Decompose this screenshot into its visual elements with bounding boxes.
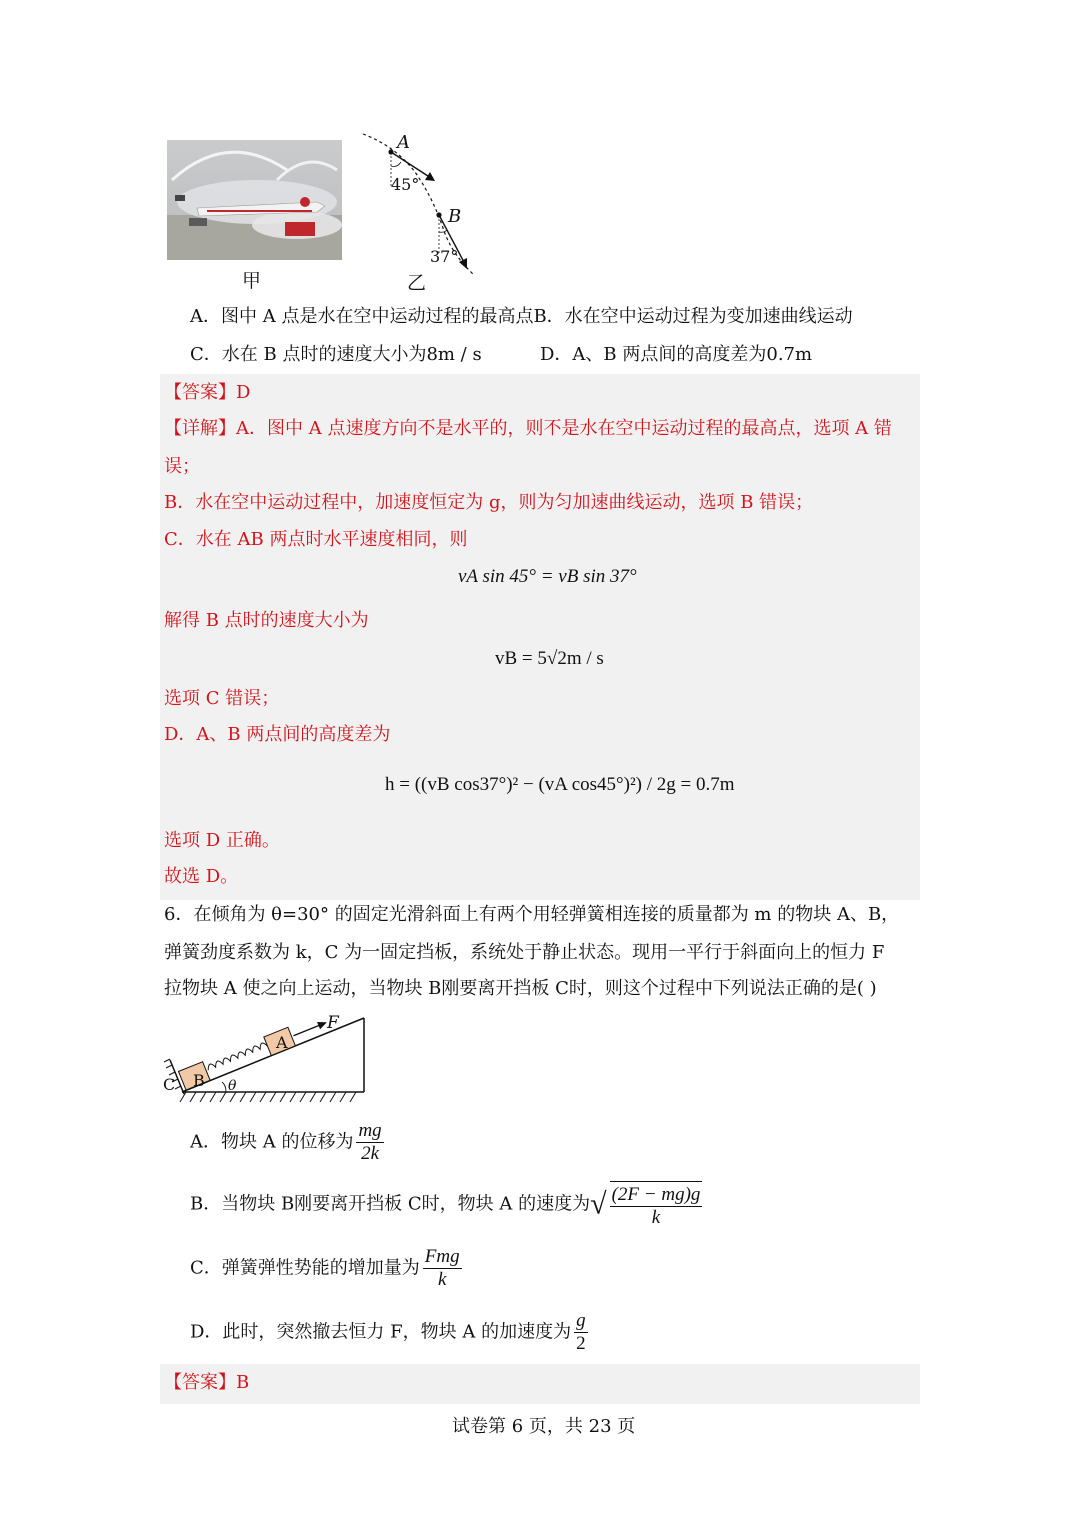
fraction-num: (2F − mg)g [611, 1183, 701, 1205]
q5-option-a-b: A．图中 A 点是水在空中运动过程的最高点B．水在空中运动过程为变加速曲线运动 [190, 306, 853, 327]
fraction-den: 2 [576, 1333, 586, 1354]
answer-label: 【答案】 [164, 382, 236, 403]
q6-answer-block [160, 1364, 920, 1404]
equation-height: h = ((vB cos37°)² − (vA cos45°)²) / 2g = 0.7m [385, 774, 735, 795]
caption-jia: 甲 [242, 270, 262, 292]
fraction-fmg-k [423, 1246, 462, 1291]
q6-line3: 拉物块 A 使之向上运动，当物块 B刚要离开挡板 C时，则这个过程中下列说法正确的是( ) [164, 978, 877, 999]
q5-answer-block [160, 374, 920, 900]
fraction-den: 2k [361, 1143, 380, 1164]
incline-label-f: F [327, 1013, 339, 1033]
q5-d-right: 选项 D 正确。 [164, 830, 280, 851]
label-a: A [397, 132, 410, 153]
equation-vb: vB = 5√2m / s [495, 648, 604, 669]
q6-line1: 6．在倾角为 θ=30° 的固定光滑斜面上有两个用轻弹簧相连接的质量都为 m 的物块 A、B， [164, 904, 900, 925]
q6-option-b-text: B．当物块 B刚要离开挡板 C时，物块 A 的速度为 [190, 1193, 591, 1215]
q5-option-c: C．水在 B 点时的速度大小为8m / s [190, 344, 482, 365]
q5-solve-b: 解得 B 点时的速度大小为 [164, 610, 369, 631]
q5-detail-c: C．水在 AB 两点时水平速度相同，则 [164, 529, 468, 550]
q6-option-c [190, 1246, 465, 1291]
page-footer: 试卷第 6 页，共 23 页 [452, 1416, 636, 1437]
label-angle-45: 45° [391, 175, 420, 194]
q5-detail-a-line2: 误； [164, 456, 200, 477]
q6-answer [164, 1370, 249, 1396]
q5-answer [164, 380, 250, 406]
incline-diagram [160, 1010, 380, 1110]
fraction-mg-2k [356, 1120, 383, 1165]
equation-horizontal-velocity: vA sin 45° = vB sin 37° [458, 566, 637, 587]
q6-option-d-text: D．此时，突然撤去恒力 F，物块 A 的加速度为 [190, 1321, 572, 1343]
fraction-g-2 [574, 1310, 588, 1355]
fraction-den: k [651, 1206, 661, 1228]
label-angle-37: 37° [430, 247, 459, 266]
q6-option-d [190, 1310, 591, 1355]
caption-yi: 乙 [407, 272, 427, 294]
trajectory-diagram [355, 128, 495, 278]
detail-a-line1: A．图中 A 点速度方向不是水平的，则不是水在空中运动过程的最高点，选项 A 错 [236, 418, 892, 439]
fraction-num: g [576, 1310, 586, 1331]
incline-label-b: B [193, 1071, 205, 1090]
fraction-velocity [610, 1181, 703, 1229]
q6-option-a-text: A．物块 A 的位移为 [190, 1131, 354, 1153]
incline-label-c: C [163, 1075, 176, 1094]
fraction-num: mg [358, 1120, 382, 1141]
q5-detail-d: D．A、B 两点间的高度差为 [164, 724, 391, 745]
q6-line2: 弹簧劲度系数为 k，C 为一固定挡板，系统处于静止状态。现用一平行于斜面向上的恒力 F [164, 942, 885, 963]
label-b: B [448, 206, 462, 227]
q5-option-d: D．A、B 两点间的高度差为0.7m [540, 344, 813, 365]
q6-option-c-text: C．弹簧弹性势能的增加量为 [190, 1257, 420, 1279]
q5-choose: 故选 D。 [164, 866, 239, 887]
incline-label-a: A [276, 1033, 288, 1052]
incline-label-theta: θ [228, 1078, 237, 1094]
q6-option-b [190, 1180, 705, 1229]
sqrt-expression: √ $\frac{(2F - mg)g}{k}$ [590, 1180, 705, 1229]
detail-label: 【详解】 [164, 418, 236, 439]
q5-detail-a [164, 416, 892, 442]
answer-value: D [236, 382, 251, 403]
q5-c-wrong: 选项 C 错误； [164, 688, 280, 709]
photo-plane-water [167, 140, 342, 260]
q5-detail-b: B．水在空中运动过程中，加速度恒定为 g，则为匀加速曲线运动，选项 B 错误； [164, 492, 814, 513]
q6-option-a [190, 1120, 387, 1165]
fraction-den: k [437, 1269, 447, 1290]
fraction-num: Fmg [424, 1246, 460, 1267]
answer-label: 【答案】 [164, 1372, 236, 1393]
answer-value: B [236, 1372, 250, 1393]
